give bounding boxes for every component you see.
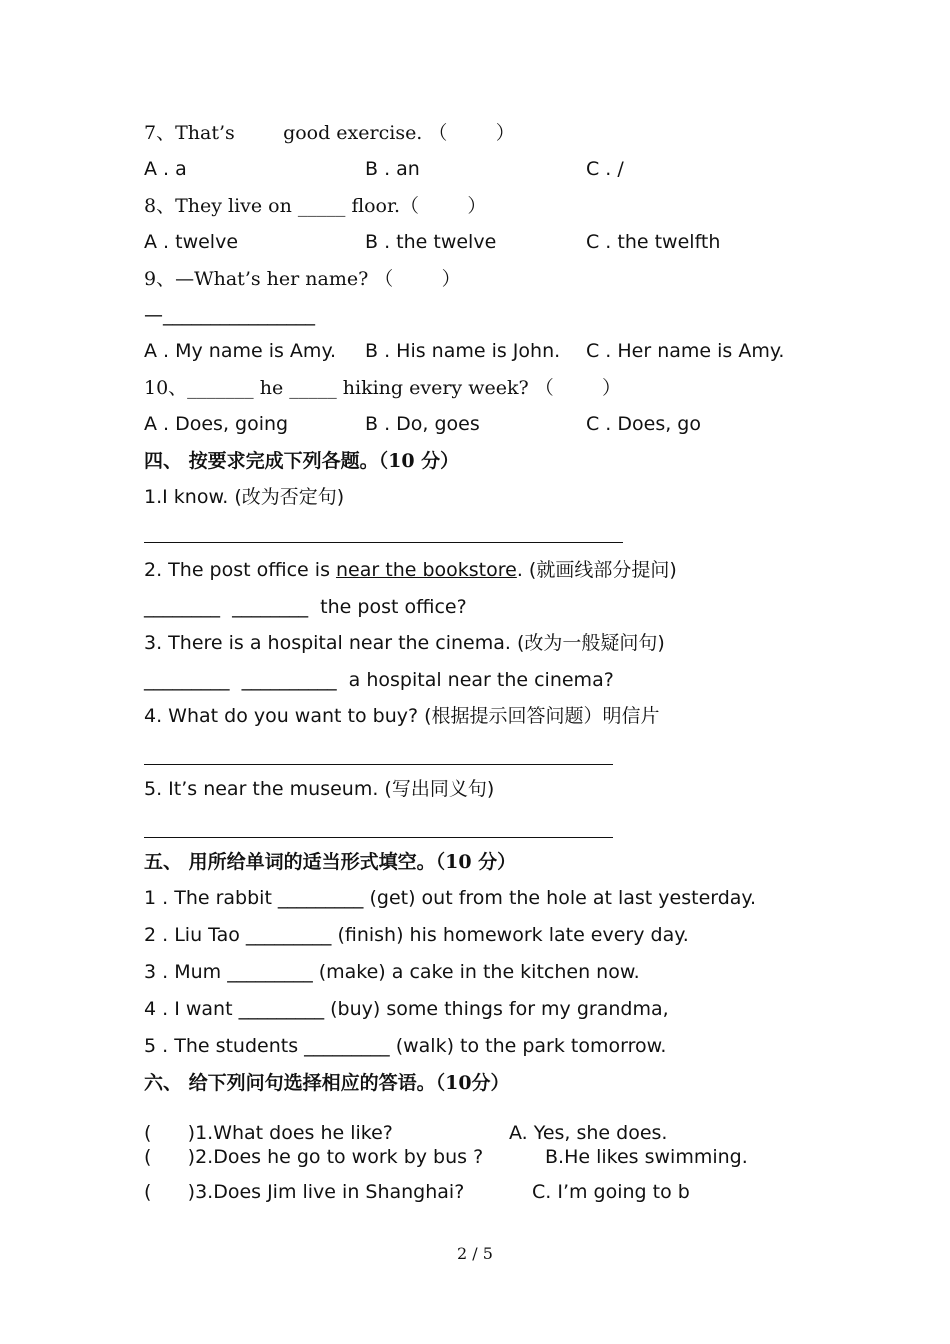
question-9-stem: 9、—What’s her name? （ ） (144, 268, 461, 290)
section-5-item: 5 . The students _________ (walk) to the park tomorrow. (144, 1035, 667, 1057)
matching-answer: A. Yes, she does. (509, 1122, 668, 1144)
section-6-title: 六、 给下列问句选择相应的答语。（10分） (144, 1072, 510, 1094)
section-5-item: 4 . I want _________ (buy) some things for my grandma, (144, 998, 669, 1020)
section-5-item: 3 . Mum _________ (make) a cake in the kitchen now. (144, 961, 640, 983)
question-10-option-c: C . Does, go (586, 413, 701, 435)
matching-question: ( )1.What does he like? (144, 1122, 393, 1144)
question-9-option-b: B . His name is John. (365, 340, 561, 362)
underlined-phrase: near the bookstore (336, 559, 517, 581)
section-4-item-5: 5. It’s near the museum. (写出同义句) (144, 778, 495, 800)
section-5-title: 五、 用所给单词的适当形式填空。（10 分） (144, 851, 517, 873)
answer-line (144, 764, 613, 765)
section-4-item-2 (144, 558, 677, 582)
section-5-item: 1 . The rabbit _________ (get) out from the hole at last yesterday. (144, 887, 757, 909)
matching-answer: B.He likes swimming. (545, 1146, 748, 1168)
matching-answer: C. I’m going to b (532, 1181, 690, 1203)
section-4-item-3: 3. There is a hospital near the cinema. (改为一般疑问句) (144, 632, 665, 654)
section-4-title: 四、 按要求完成下列各题。（10 分） (144, 450, 460, 472)
question-7-option-b: B . an (365, 158, 420, 180)
matching-question: ( )2.Does he go to work by bus ? (144, 1146, 484, 1168)
question-8-option-c: C . the twelfth (586, 231, 721, 253)
answer-line (144, 837, 613, 838)
question-7-option-c: C . / (586, 158, 624, 180)
page-number: 2 / 5 (457, 1244, 493, 1263)
question-7-stem: 7、That’s good exercise. （ ） (144, 122, 515, 144)
question-8-option-a: A . twelve (144, 231, 239, 253)
section-5-item: 2 . Liu Tao _________ (finish) his homework late every day. (144, 924, 689, 946)
question-9-answer-line: —________________ (144, 304, 315, 326)
section-4-item-4: 4. What do you want to buy? (根据提示回答问题）明信片 (144, 705, 660, 727)
question-10-stem: 10、_______ he _____ hiking every week? （ ） (144, 377, 622, 399)
question-9-option-c: C . Her name is Amy. (586, 340, 785, 362)
question-10-option-b: B . Do, goes (365, 413, 480, 435)
item-2-instruction: . (就画线部分提问) (516, 559, 677, 581)
section-4-item-3-answer: _________ __________ a hospital near the cinema? (144, 669, 614, 691)
answer-line (144, 542, 623, 543)
question-7-option-a: A . a (144, 158, 187, 180)
question-10-option-a: A . Does, going (144, 413, 289, 435)
question-8-stem: 8、They live on _____ floor.（ ） (144, 195, 487, 217)
section-4-item-1: 1.I know. (改为否定句) (144, 486, 345, 508)
question-9-option-a: A . My name is Amy. (144, 340, 337, 362)
matching-question: ( )3.Does Jim live in Shanghai? (144, 1181, 465, 1203)
question-8-option-b: B . the twelve (365, 231, 497, 253)
item-2-text: 2. The post office is (144, 559, 337, 581)
section-4-item-2-answer: ________ ________ the post office? (144, 596, 467, 618)
